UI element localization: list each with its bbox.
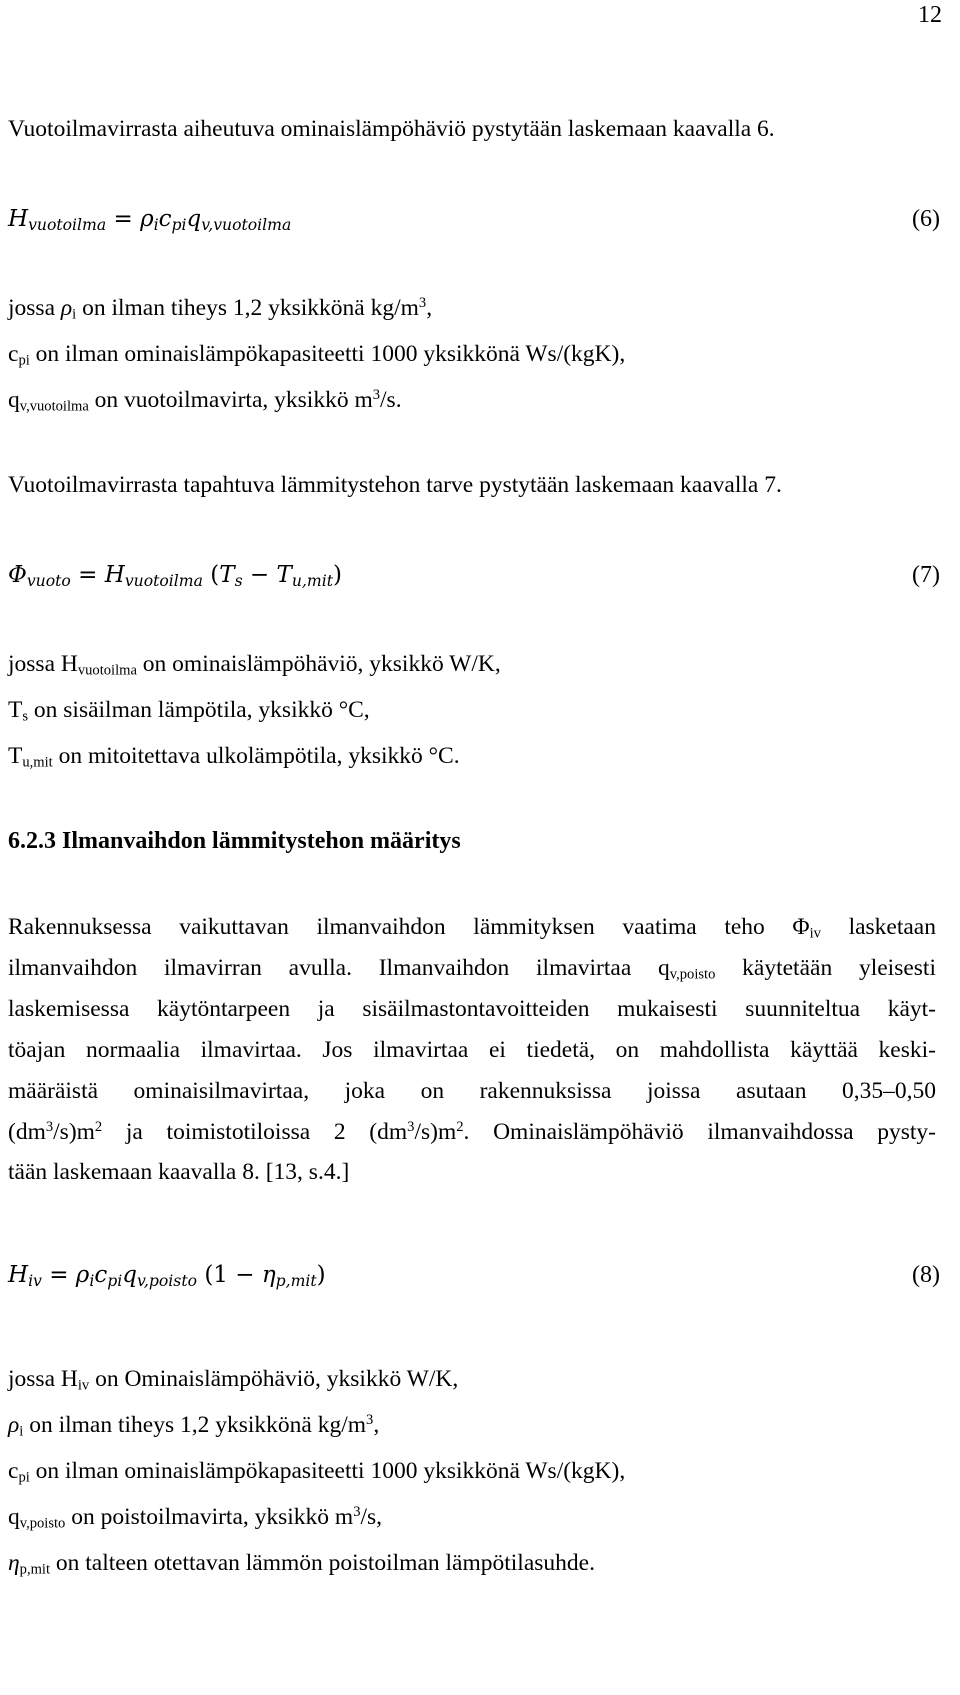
paragraph-line: määräistä ominaisilmavirtaa, joka on rakennuksissa joissa asutaan 0,35–0,50	[8, 1077, 936, 1104]
where6-q: $q_{v,vuotoilma}$ on vuotoilmavirta, yksikkö $m^3/s$.	[8, 387, 402, 415]
equation-7-number: (7)	[912, 562, 940, 588]
where8-cpi: $c_{pi}$ on ilman ominaislämpökapasiteetti 1000 yksikkönä Ws/(kgK),	[8, 1458, 626, 1486]
where8-h: jossa $H_{iv}$ on Ominaislämpöhäviö, yksikkö W/K,	[8, 1366, 459, 1394]
where8-eta: $\eta_{p,mit}$ on talteen otettavan lämmön poistoilman lämpötilasuhde.	[8, 1550, 595, 1578]
paragraph-line: tään laskemaan kaavalla 8. [13, s.4.]	[8, 1159, 350, 1186]
where8-q: $q_{v,poisto}$ on poistoilmavirta, yksikkö $m^3/s$,	[8, 1504, 383, 1532]
section-heading: 6.2.3 Ilmanvaihdon lämmitystehon määritys	[8, 828, 461, 854]
equation-8: $H_{iv} = \rho_ic_{pi}q_{v,poisto}$ $(1 - \eta_{p,mit})$	[8, 1262, 326, 1290]
paragraph-line: $(dm^3/s)m^2$ ja toimistotiloissa 2 $(dm^3/s)m^2$. Ominaislämpöhäviö ilmanvaihdossa pysty-	[8, 1118, 936, 1145]
where7-h: jossa $H_{vuotoilma}$ on ominaislämpöhäviö, yksikkö W/K,	[8, 651, 501, 679]
body-paragraph	[8, 907, 936, 1193]
intro-eq6: Vuotoilmavirrasta aiheutuva ominaislämpöhäviö pystytään laskemaan kaavalla 6.	[8, 116, 775, 142]
where7-ts: $T_s$ on sisäilman lämpötila, yksikkö °C,	[8, 697, 370, 725]
where6-rho: jossa $\rho_i$ on ilman tiheys 1,2 yksikkönä $kg/m^3$,	[8, 295, 433, 323]
where6-cpi: $c_{pi}$ on ilman ominaislämpökapasiteetti 1000 yksikkönä Ws/(kgK),	[8, 341, 626, 369]
where7-tu: $T_{u,mit}$ on mitoitettava ulkolämpötila, yksikkö °C.	[8, 743, 460, 771]
paragraph-line: laskemisessa käytöntarpeen ja sisäilmastontavoitteiden mukaisesti suunniteltua käyt-	[8, 995, 936, 1022]
intro-eq7: Vuotoilmavirrasta tapahtuva lämmitystehon tarve pystytään laskemaan kaavalla 7.	[8, 472, 782, 498]
paragraph-line: Rakennuksessa vaikuttavan ilmanvaihdon lämmityksen vaatima teho $\Phi_{iv}$ lasketaan	[8, 914, 936, 942]
equation-8-number: (8)	[912, 1262, 940, 1288]
equation-6: $H_{vuotoilma} = \rho_ic_{pi}q_{v,vuotoilma}$	[8, 206, 292, 234]
equation-7: $\Phi_{vuoto} = H_{vuotoilma}$ $(T_s - T_{u,mit})$	[8, 562, 342, 590]
paragraph-line: töajan normaalia ilmavirtaa. Jos ilmavirtaa ei tiedetä, on mahdollista käyttää keski-	[8, 1036, 936, 1063]
where8-rho: $\rho_i$ on ilman tiheys 1,2 yksikkönä $kg/m^3$,	[8, 1412, 380, 1440]
equation-6-number: (6)	[912, 206, 940, 232]
paragraph-line: ilmanvaihdon ilmavirran avulla. Ilmanvaihdon ilmavirtaa $q_{v,poisto}$ käytetään yleisesti	[8, 954, 936, 983]
page-number: 12	[918, 2, 942, 28]
